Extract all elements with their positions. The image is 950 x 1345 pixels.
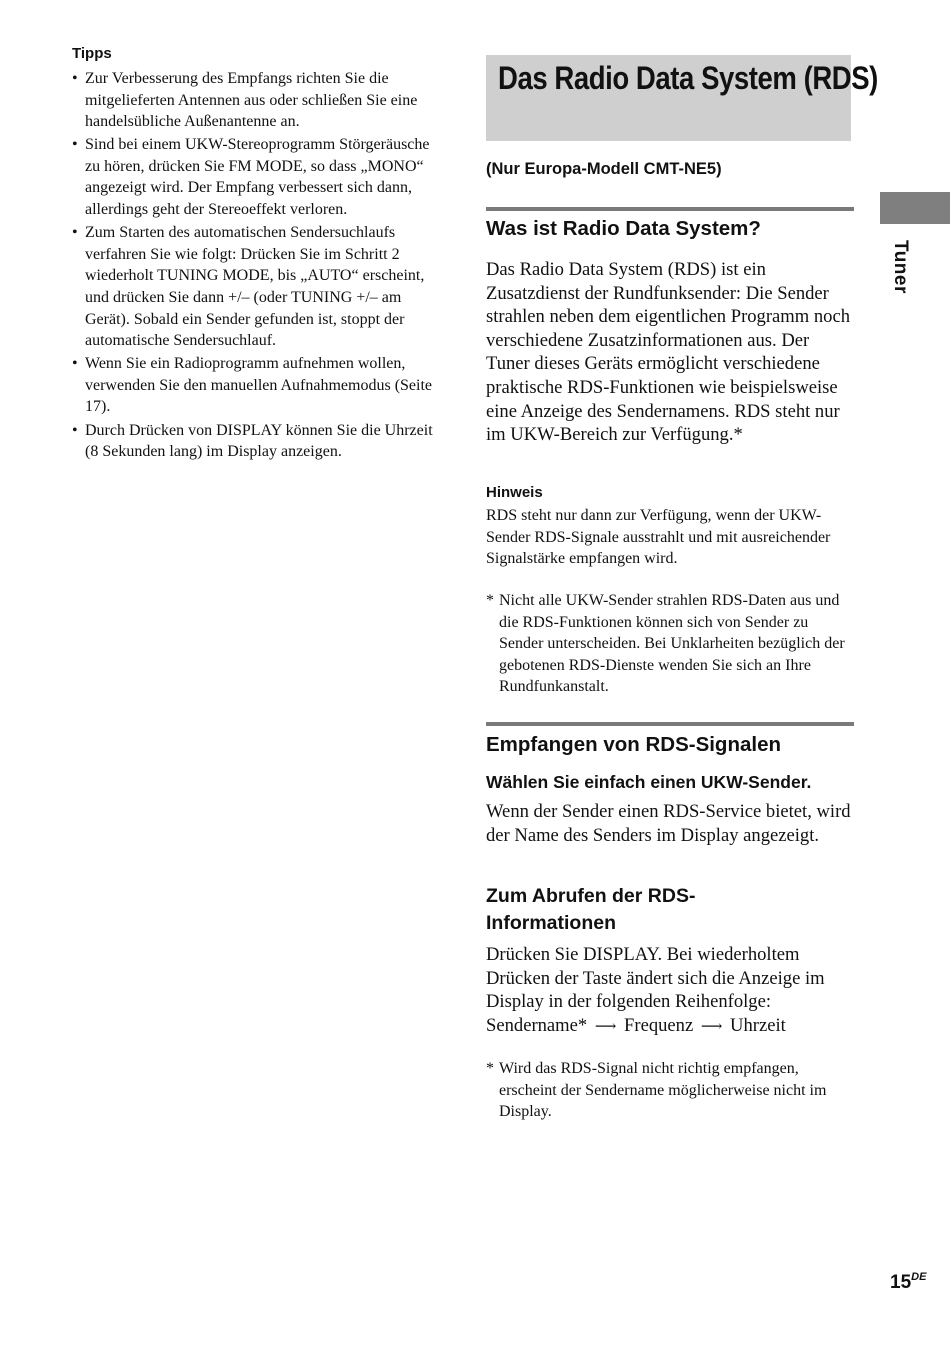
right-arrow-icon: ⟶ bbox=[594, 1018, 617, 1035]
subsection-heading: Zum Abrufen der RDS- Informationen bbox=[486, 885, 696, 934]
footnote bbox=[486, 590, 856, 698]
note-text: RDS steht nur dann zur Verfügung, wenn der UKW-Sender RDS-Signale ausstrahlt und mit ausreichender Signalstärke empfangen wird. bbox=[486, 507, 831, 567]
section-body-rds: Das Radio Data System (RDS) ist ein Zusatzdienst der Rundfunksender: Die Sender strahlen neben dem eigentlichen Programm noch verschiedene Zusatzinformationen aus. Der Tuner dieses Geräts ermöglicht verschiedene praktische RDS-Funktionen wie beispielsweise eine Anzeige des Sendernamens. RDS steht nur im UKW-Bereich zur Verfügung.* bbox=[486, 259, 851, 446]
note-heading: Hinweis bbox=[486, 484, 543, 501]
right-arrow-icon: ⟶ bbox=[700, 1018, 723, 1035]
tips-item: • Zur Verbesserung des Empfangs richten Sie die mitgelieferten Antennen aus oder schließen Sie eine handelsübliche Außenantenne an. bbox=[72, 68, 444, 133]
page-number: 15DE bbox=[890, 1271, 927, 1293]
sequence-item: Uhrzeit bbox=[730, 1014, 786, 1036]
title-box bbox=[486, 55, 878, 141]
footnote-marker: * bbox=[486, 592, 494, 609]
tips-item: • Wenn Sie ein Radioprogramm aufnehmen wollen, verwenden Sie den manuellen Aufnahmemodus (Seite 17). bbox=[72, 353, 444, 418]
section-heading-receive: Empfangen von RDS-Signalen bbox=[486, 733, 781, 756]
tips-item: • Zum Starten des automatischen Sendersuchlaufs verfahren Sie wie folgt: Drücken Sie im Schritt 2 wiederholt TUNING MODE, bis „AUTO“ erscheint, und drücken Sie dann +/– (oder TUNING +/– am Gerät). Sobald ein Sender gefunden ist, stoppt der automatische Sendersuchlauf. bbox=[72, 222, 444, 352]
footnote-text: Wird das RDS-Signal nicht richtig empfangen, erscheint der Sendername möglicherweise nicht im Display. bbox=[499, 1060, 827, 1120]
page-subtitle: (Nur Europa-Modell CMT-NE5) bbox=[486, 160, 722, 178]
footnote-marker: * bbox=[486, 1060, 494, 1077]
footnote-text: Nicht alle UKW-Sender strahlen RDS-Daten aus und die RDS-Funktionen können sich von Sender zu Sender unterscheiden. Bei Unklarheiten bezüglich der gebotenen RDS-Dienste wenden Sie sich an Ihre Rundfunkanstalt. bbox=[499, 592, 845, 695]
section-rule bbox=[486, 722, 854, 726]
step-instruction: Wählen Sie einfach einen UKW-Sender. bbox=[486, 772, 812, 792]
section-rule bbox=[486, 207, 854, 211]
tips-heading: Tipps bbox=[72, 45, 112, 62]
section-body-receive: Wenn der Sender einen RDS-Service bietet, wird der Name des Senders im Display angezeigt. bbox=[486, 801, 851, 846]
tips-section bbox=[72, 44, 444, 464]
page-title: Das Radio Data System (RDS) bbox=[498, 60, 878, 96]
side-tab-label: Tuner bbox=[890, 240, 911, 294]
sequence-item: Frequenz bbox=[624, 1014, 694, 1036]
tips-item: • Sind bei einem UKW-Stereoprogramm Störgeräusche zu hören, drücken Sie FM MODE, so dass „MONO“ angezeigt wird. Der Empfang verbessert sich dann, allerdings geht der Stereoeffekt verloren. bbox=[72, 134, 444, 220]
display-instructions: Drücken Sie DISPLAY. Bei wiederholtem Drücken der Taste ändert sich die Anzeige im Display in der folgenden Reihenfolge: Sendername* ⟶ Frequenz ⟶ Uhrzeit bbox=[486, 944, 825, 1036]
sequence-item: Sendername* bbox=[486, 1014, 588, 1036]
tips-item: • Durch Drücken von DISPLAY können Sie die Uhrzeit (8 Sekunden lang) im Display anzeigen. bbox=[72, 420, 444, 463]
section-heading-rds: Was ist Radio Data System? bbox=[486, 217, 761, 240]
tips-list bbox=[72, 68, 444, 463]
side-tab-marker bbox=[880, 192, 950, 224]
footnote bbox=[486, 1058, 856, 1123]
